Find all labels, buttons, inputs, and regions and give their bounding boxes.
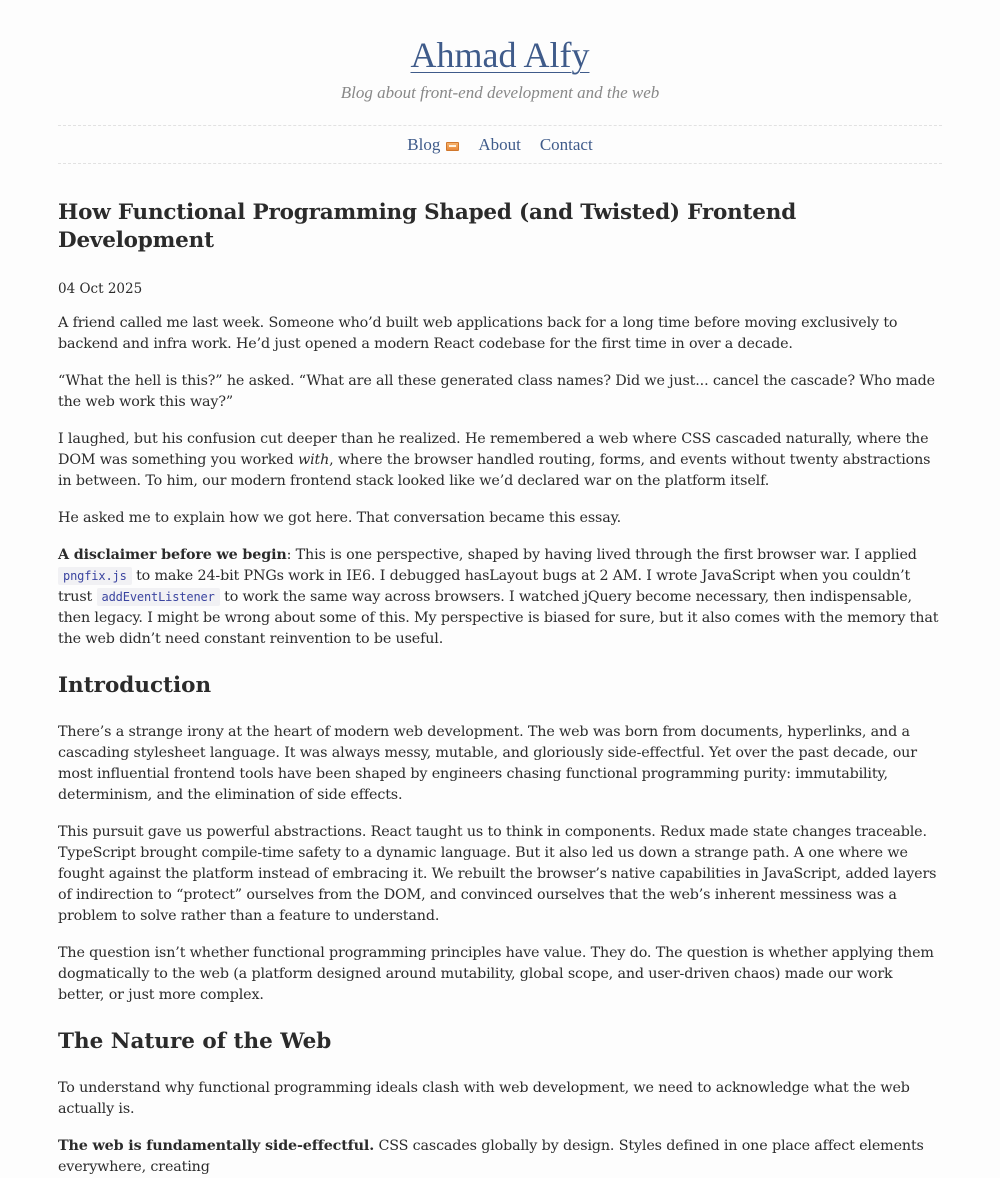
paragraph-2: “What the hell is this?” he asked. “What are all these generated class names? Did we just... cancel the cascade? Who made the web work this way?”	[58, 373, 935, 410]
rss-feed-icon[interactable]	[446, 142, 459, 151]
disclaimer-text-a: : This is one perspective, shaped by having lived through the first browser war. I applied	[286, 547, 917, 563]
code-pngfix: pngfix.js	[58, 567, 132, 585]
disclaimer-heading: A disclaimer before we begin	[58, 547, 287, 563]
intro-paragraph-3: The question isn’t whether functional programming principles have value. They do. The question is whether applying them dogmatically to the web (a platform designed around mutability, global scope, and user-driven chaos) made our work better, or just more complex.	[58, 945, 934, 1003]
paragraph-1: A friend called me last week. Someone who’d built web applications back for a long time before moving exclusively to backend and infra work. He’d just opened a modern React codebase for the first time in over a decade.	[58, 315, 898, 352]
post-content	[58, 199, 942, 1178]
disclaimer-text-c: to work the same way across browsers. I watched jQuery become necessary, then indispensable, then legacy. I might be wrong about some of this. My perspective is biased for sure, but it also comes with the memory that the web didn’t need constant reinvention to be useful.	[58, 589, 939, 647]
nav-blog-link[interactable]	[407, 135, 459, 155]
paragraph-3	[58, 429, 942, 492]
nature-paragraph-2-text: CSS cascades globally by design. Styles defined in one place affect elements everywhere, creating	[58, 1138, 924, 1175]
paragraph-4: He asked me to explain how we got here. That conversation became this essay.	[58, 510, 622, 526]
disclaimer-text-b: to make 24-bit PNGs work in IE6. I debugged hasLayout bugs at 2 AM. I wrote JavaScript when you couldn’t trust	[58, 568, 911, 605]
heading-introduction: Introduction	[58, 673, 212, 698]
site-tagline: Blog about front-end development and the web	[340, 83, 660, 102]
site-header	[0, 0, 1000, 104]
post-title: How Functional Programming Shaped (and Twisted) Frontend Development	[58, 200, 797, 253]
side-effectful-statement: The web is fundamentally side-effectful.	[58, 1138, 375, 1154]
code-addeventlistener: addEventListener	[97, 588, 220, 606]
disclaimer-paragraph	[58, 545, 942, 650]
nav-contact-link[interactable]: Contact	[539, 134, 593, 154]
paragraph-3-text-b: , where the browser handled routing, forms, and events without twenty abstractions in between. To him, our modern frontend stack looked like we’d declared war on the platform itself.	[58, 452, 931, 489]
nature-paragraph-1: To understand why functional programming ideals clash with web development, we need to acknowledge what the web actually is.	[58, 1080, 910, 1117]
heading-nature-of-web: The Nature of the Web	[58, 1029, 332, 1054]
post-date: 04 Oct 2025	[58, 281, 143, 297]
intro-paragraph-2: This pursuit gave us powerful abstractions. React taught us to think in components. Redux made state changes traceable. TypeScript brought compile-time safety to a dynamic language. But it also led us down a strange path. A one where we fought against the platform instead of embracing it. We rebuilt the browser’s native capabilities in JavaScript, added layers of indirection to “protect” ourselves from the DOM, and convinced ourselves that the web’s inherent messiness was a problem to solve rather than a feature to understand.	[58, 824, 937, 924]
paragraph-3-text-a: I laughed, but his confusion cut deeper than he realized. He remembered a web where CSS cascaded naturally, where the DOM was something you worked	[58, 431, 929, 468]
site-title-link[interactable]: Ahmad Alfy	[410, 35, 590, 75]
nature-paragraph-2	[58, 1136, 942, 1178]
nav-about-link[interactable]: About	[478, 134, 521, 154]
emphasis-with: with	[298, 452, 330, 468]
intro-paragraph-1: There’s a strange irony at the heart of modern web development. The web was born from documents, hyperlinks, and a cascading stylesheet language. It was always messy, mutable, and gloriously side-effectful. Yet over the past decade, our most influential frontend tools have been shaped by engineers chasing functional programming purity: immutability, determinism, and the elimination of side effects.	[58, 724, 917, 803]
main-nav	[58, 125, 942, 164]
nav-blog-label: Blog	[407, 134, 441, 154]
